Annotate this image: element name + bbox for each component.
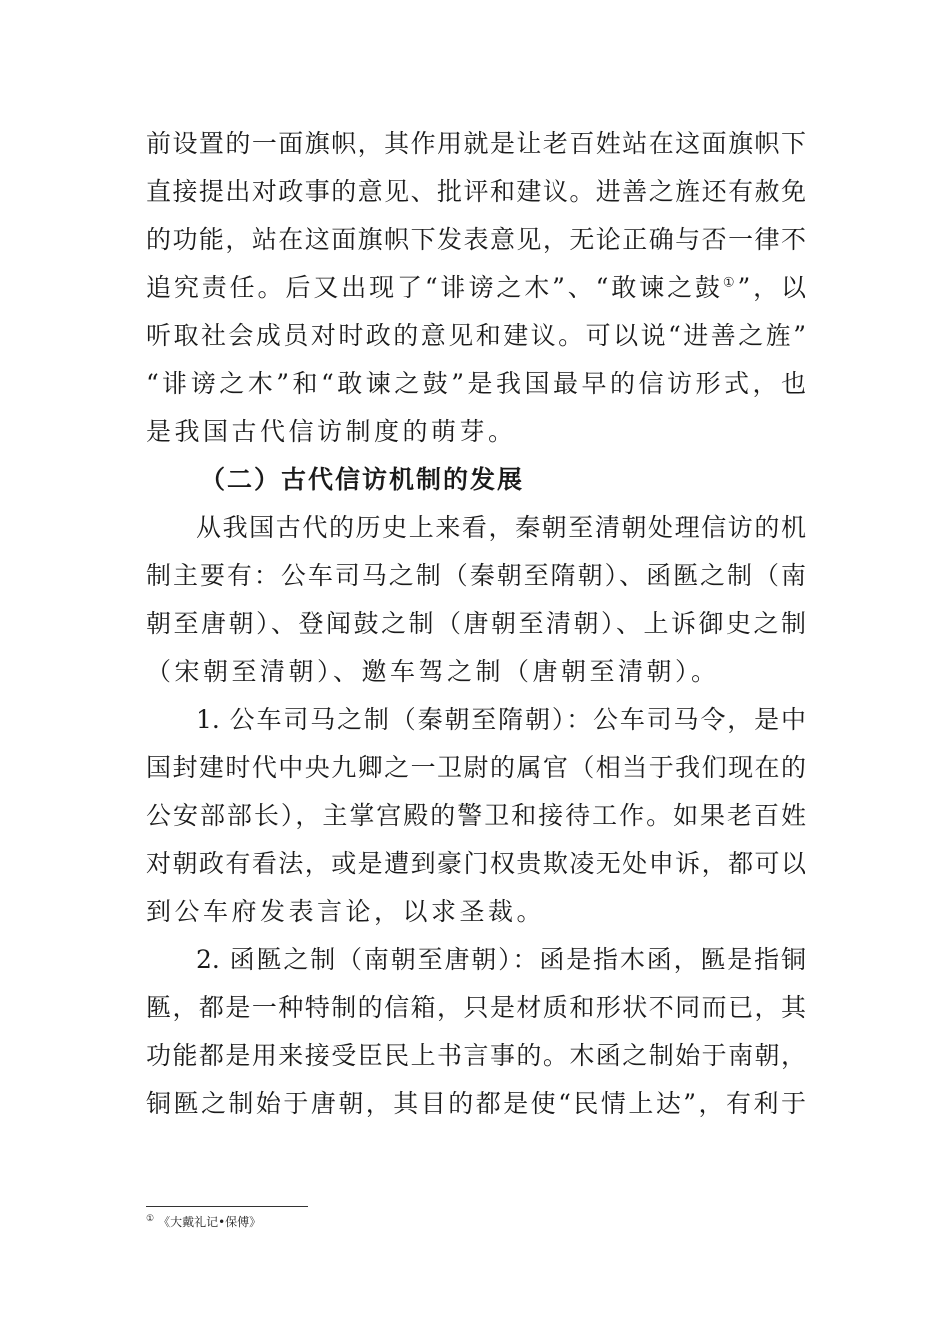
paragraph-line: 1. 公车司马之制（秦朝至隋朝）：公车司马令，是中	[196, 705, 806, 734]
paragraph-line: 匦，都是一种特制的信箱，只是材质和形状不同而已，其	[146, 993, 806, 1022]
paragraph-line: 朝至唐朝）、登闻鼓之制（唐朝至清朝）、上诉御史之制	[146, 609, 806, 638]
paragraph-line: 的功能，站在这面旗帜下发表意见，无论正确与否一律不	[146, 225, 806, 254]
footnote-text: 《大戴礼记•保傅》	[158, 1215, 262, 1229]
paragraph-line: 是我国古代信访制度的萌芽。	[146, 417, 517, 446]
paragraph-line: 到公车府发表言论，以求圣裁。	[146, 897, 546, 926]
paragraph-line: 对朝政有看法，或是遭到豪门权贵欺凌无处申诉，都可以	[146, 849, 806, 878]
paragraph-line: 制主要有：公车司马之制（秦朝至隋朝）、函匦之制（南	[146, 561, 806, 590]
paragraph-line: （宋朝至清朝）、邀车驾之制（唐朝至清朝）。	[146, 657, 720, 686]
paragraph-line: 铜匦之制始于唐朝，其目的都是使“民情上达”，有利于	[146, 1089, 806, 1118]
section-heading: （二）古代信访机制的发展	[200, 465, 525, 494]
paragraph-line: “诽谤之木”和“敢谏之鼓”是我国最早的信访形式，也	[146, 369, 806, 398]
footnote-mark: ①	[146, 1214, 155, 1224]
paragraph-line: 从我国古代的历史上来看，秦朝至清朝处理信访的机	[196, 513, 806, 542]
line-text: 追究责任。后又出现了“诽谤之木”、“敢谏之鼓	[146, 273, 723, 302]
paragraph-line: 前设置的一面旗帜，其作用就是让老百姓站在这面旗帜下	[146, 129, 806, 158]
footnote-reference[interactable]: ①	[722, 275, 738, 291]
paragraph-line: 公安部部长），主掌宫殿的警卫和接待工作。如果老百姓	[146, 801, 806, 830]
line-text: ”，以	[737, 273, 806, 302]
paragraph-line: 直接提出对政事的意见、批评和建议。进善之旌还有赦免	[146, 177, 806, 206]
paragraph-line: 功能都是用来接受臣民上书言事的。木函之制始于南朝，	[146, 1041, 806, 1070]
paragraph-line: 国封建时代中央九卿之一卫尉的属官（相当于我们现在的	[146, 753, 806, 782]
footnote	[146, 1212, 261, 1232]
paragraph-line	[146, 264, 806, 312]
paragraph-line: 2. 函匦之制（南朝至唐朝）：函是指木函，匦是指铜	[196, 945, 806, 974]
footnote-separator	[146, 1206, 308, 1207]
paragraph-line: 听取社会成员对时政的意见和建议。可以说“进善之旌”	[146, 321, 806, 350]
